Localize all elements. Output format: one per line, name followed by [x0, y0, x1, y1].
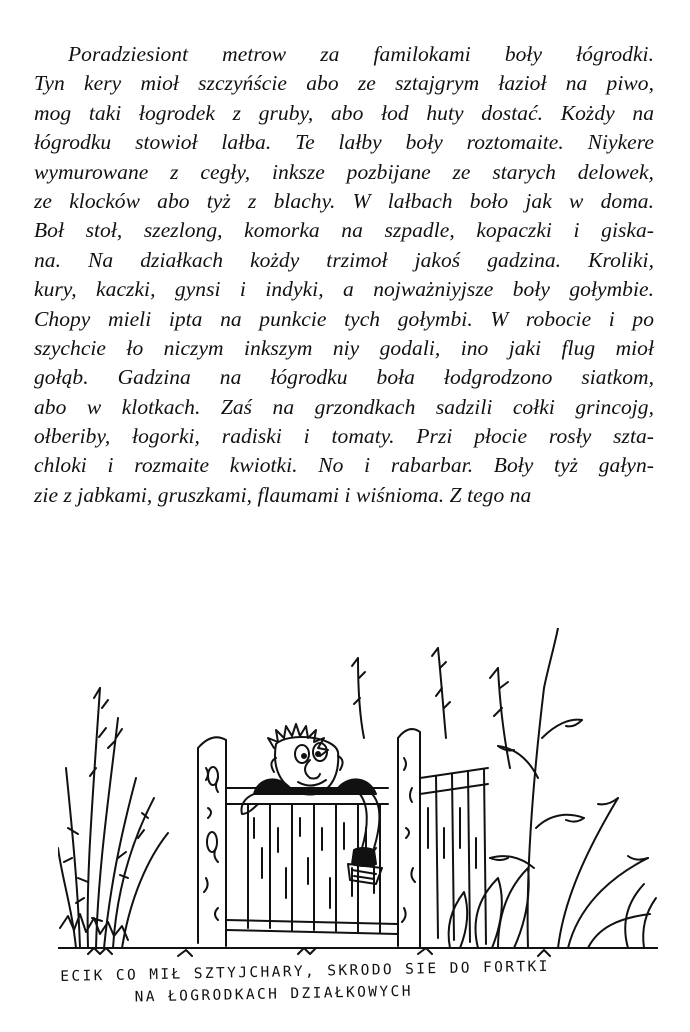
paragraph-line: Boł stoł, szezlong, komorka na szpadle, kopaczki i giska-	[34, 218, 654, 243]
paragraph-line: Chopy mieli ipta na punkcie tych gołymbi. W robocie i po	[34, 306, 654, 331]
paragraph-line: zie z jabkami, gruszkami, flaumami i wiśnioma. Z tego na	[34, 482, 532, 507]
paragraph-line: mog taki łogrodek z gruby, abo łod huty dostać. Kożdy na	[34, 100, 654, 125]
cartoon-illustration	[58, 628, 658, 968]
paragraph-line: Tyn kery mioł szczyńście abo ze sztajgrym łazioł na piwo,	[34, 71, 654, 96]
paragraph-line: kury, kaczki, gynsi i indyki, a nojważniyjsze boły gołymbie.	[34, 277, 654, 302]
paragraph-line: na. Na działkach kożdy trzimoł jakoś gadzina. Kroliki,	[34, 247, 654, 272]
left-grass-clump	[58, 688, 168, 948]
paragraph-line: Poradziesiont metrow za familokami boły łógrodki.	[68, 42, 654, 66]
paragraph-line: ołberiby, łogorki, radiski i tomaty. Przi płocie rosły szta-	[34, 424, 654, 449]
paragraph-line: abo w klotkach. Zaś na grzondkach sadzili cołki grincojg,	[34, 394, 654, 419]
paragraph-line: łógrodku stowioł lałba. Te lałby boły roztomaite. Niykere	[34, 130, 654, 155]
caption-line: ECIK CO MIŁ SZTYJCHARY, SKRODO SIE DO FORTKI	[60, 958, 551, 985]
paragraph-line: ze klocków abo tyż z blachy. W lałbach boło jak w doma.	[34, 188, 654, 213]
paragraph-line: gołąb. Gadzina na łógrodku boła łodgrodzono siatkom,	[34, 365, 654, 390]
paragraph-line: szychcie ło niczym inkszym niy godali, ino jaki flug mioł	[34, 335, 654, 360]
paragraph-line: chloki i rozmaite kwiotki. No i rabarbar. Boły tyż gałyn-	[34, 453, 654, 478]
paragraph-line: wymurowane z cegły, inksze pozbijane ze starych delowek,	[34, 159, 654, 184]
body-paragraph	[34, 40, 654, 510]
caption-line: NA ŁOGRODKACH DZIAŁKOWYCH	[134, 983, 414, 1006]
